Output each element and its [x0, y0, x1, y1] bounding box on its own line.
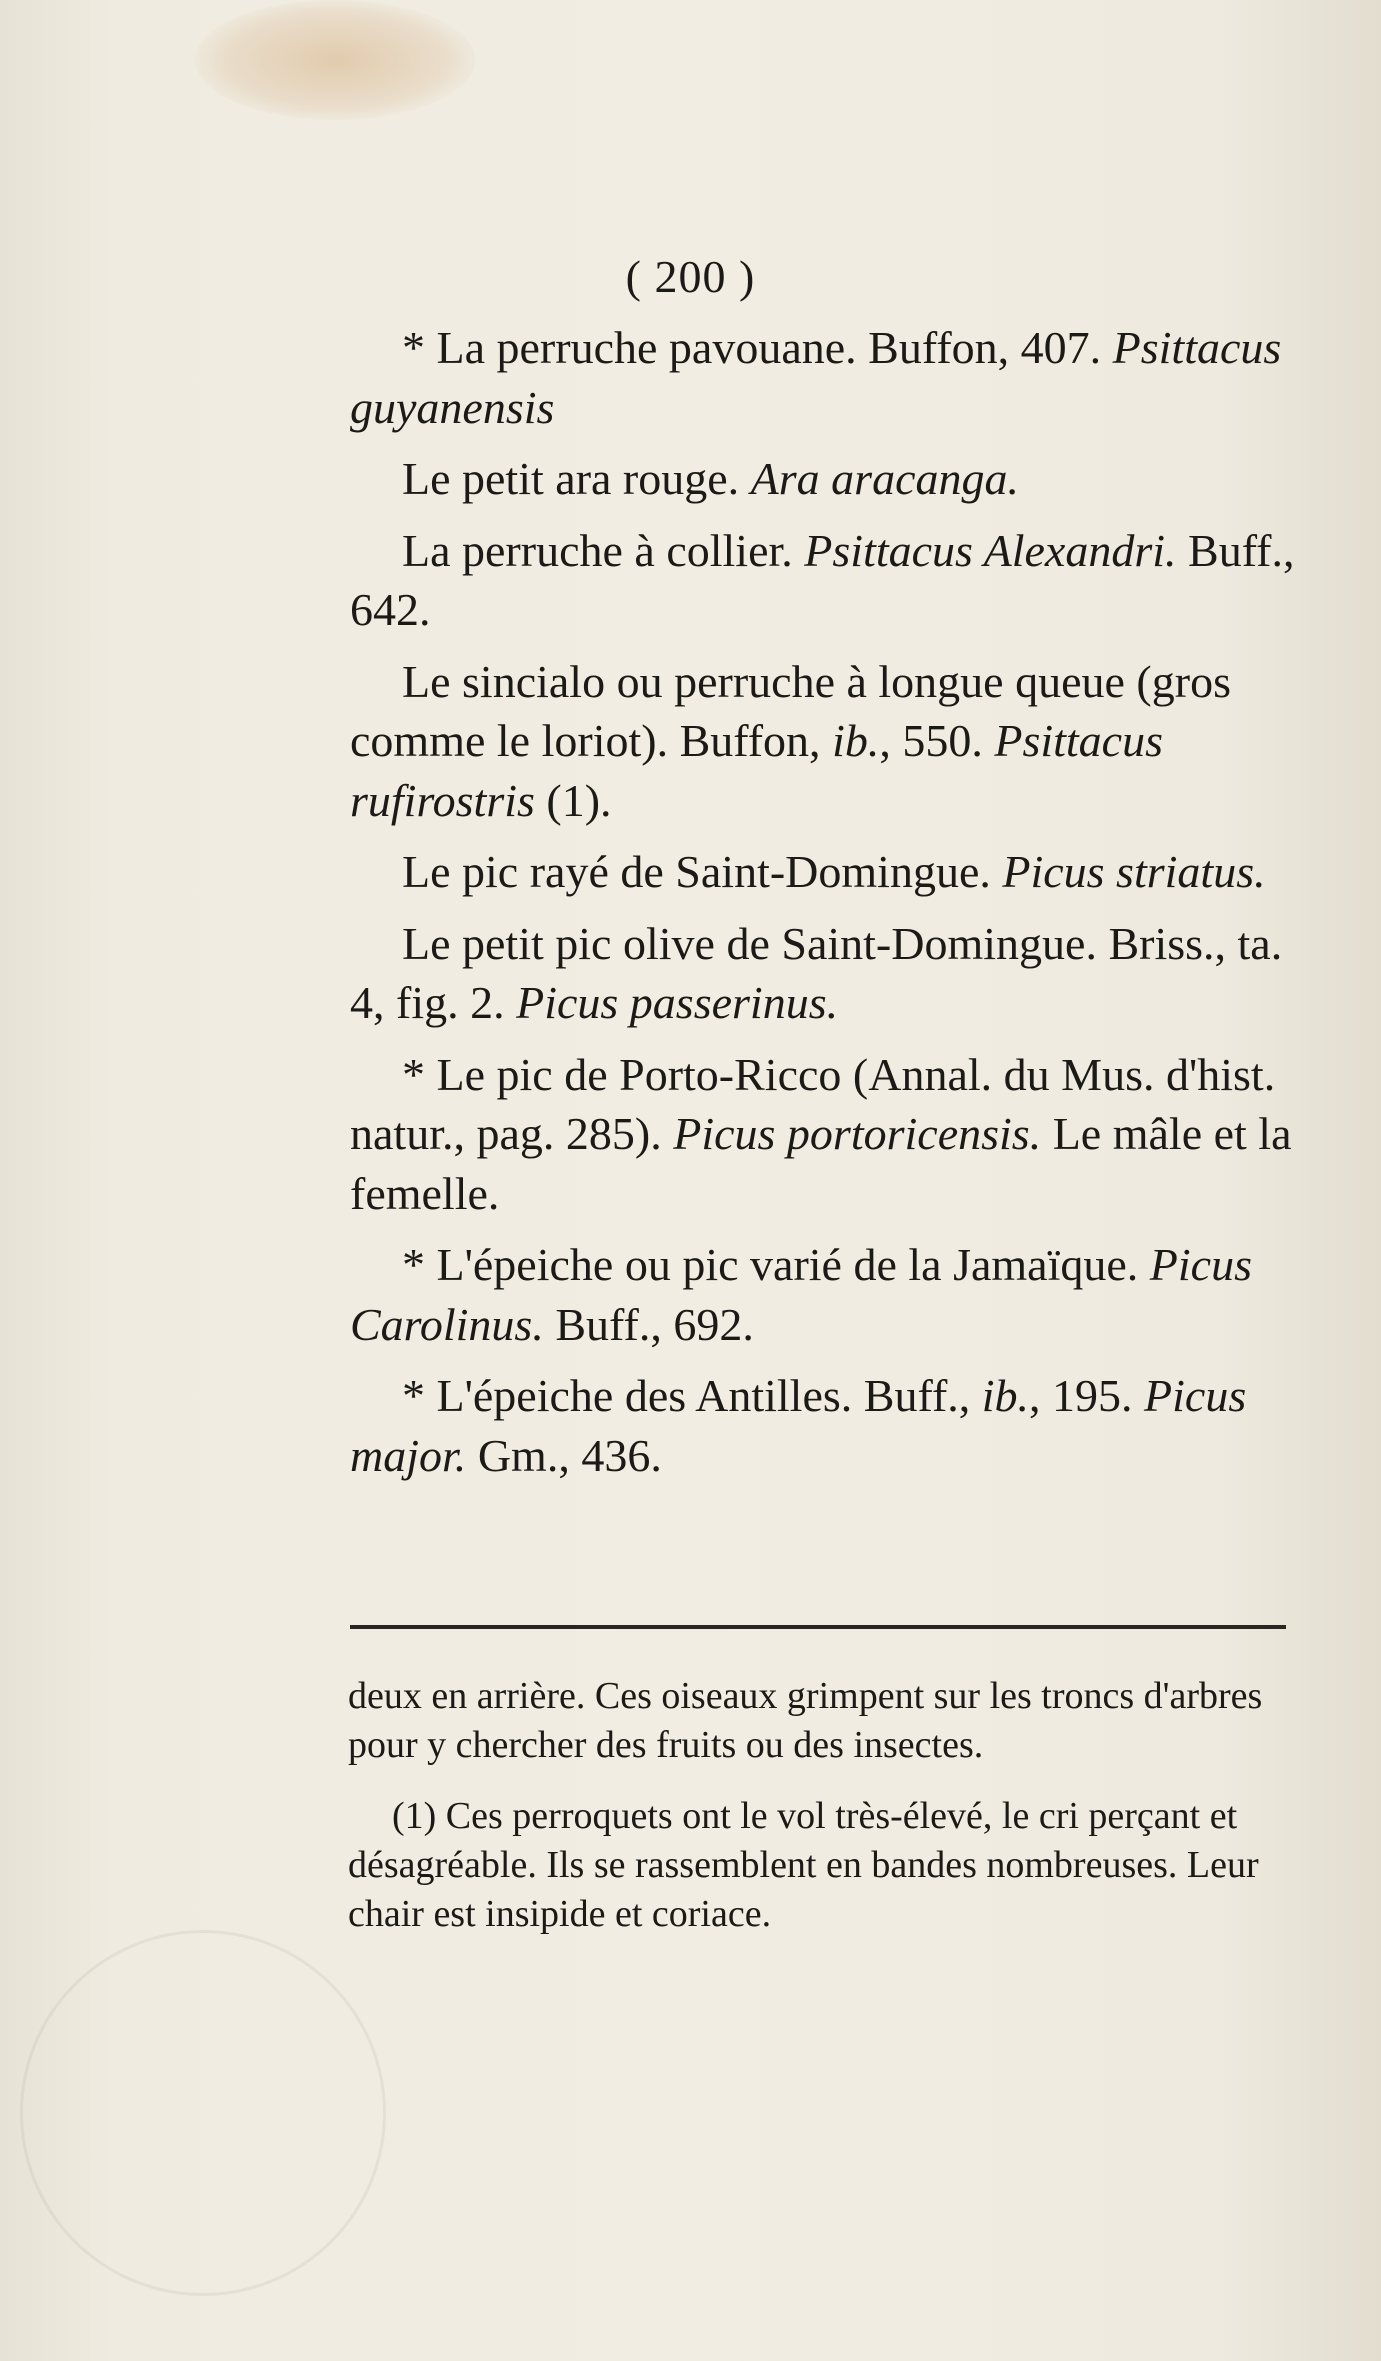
entry-text: Le petit ara rouge.: [402, 453, 751, 504]
entry-text: Buff., 642.: [350, 524, 1295, 635]
entry-text: Le pic rayé de Saint-Domingue.: [402, 846, 1003, 897]
species-entry: [350, 652, 1300, 831]
latin-name: Ara aracanga.: [750, 453, 1019, 504]
entry-asterisk: *: [402, 1048, 437, 1100]
species-list: [350, 318, 1300, 1497]
page-number: ( 200 ): [625, 251, 756, 302]
footnote-paragraph: (1) Ces perroquets ont le vol très-élevé, le cri perçant et désagréable. Ils se rassemblent en bandes nombreuses. Leur chair est insipide et coriace.: [348, 1795, 1259, 1935]
latin-name: Picus striatus.: [1002, 846, 1266, 897]
entry-text: Le petit pic olive de Saint-Domingue. Briss., ta. 4, fig. 2.: [350, 917, 1283, 1028]
entry-text: Buff., 692.: [543, 1298, 754, 1350]
entry-text: , 550.: [879, 715, 995, 766]
species-entry: [350, 1045, 1300, 1224]
species-entry: [350, 842, 1300, 902]
latin-name: Psittacus Alexandri.: [804, 524, 1177, 576]
latin-name: Psittacus rufirostris: [350, 715, 1164, 826]
entry-text: La perruche pavouane. Buffon, 407.: [436, 322, 1113, 373]
footnotes: [348, 1672, 1298, 1961]
species-entry: [350, 521, 1300, 640]
latin-name: Picus portoricensis.: [673, 1108, 1042, 1159]
latin-name: ib.: [832, 715, 880, 766]
entry-text: (1).: [534, 774, 612, 826]
entry-text: , 195.: [1029, 1370, 1145, 1421]
species-entry: [350, 318, 1300, 437]
latin-name: Picus Carolinus.: [350, 1239, 1252, 1350]
entry-asterisk: *: [402, 1370, 437, 1421]
entry-text: La perruche à collier.: [402, 524, 805, 576]
entry-asterisk: *: [402, 1239, 437, 1290]
species-entry: [350, 914, 1300, 1033]
species-entry: [350, 1235, 1300, 1354]
latin-name: Picus major.: [350, 1370, 1247, 1481]
entry-asterisk: *: [402, 322, 437, 373]
paper-stain: [195, 0, 475, 120]
entry-text: Le mâle et la femelle.: [350, 1108, 1292, 1219]
entry-text: Gm., 436.: [466, 1429, 662, 1481]
latin-name: Picus passerinus.: [516, 977, 839, 1028]
entry-text: Le sincialo ou perruche à longue queue (gros comme le loriot). Buffon,: [350, 655, 1231, 766]
entry-text: Le pic de Porto-Ricco (Annal. du Mus. d'hist. natur., pag. 285).: [350, 1048, 1276, 1159]
entry-text: L'épeiche des Antilles. Buff.,: [436, 1370, 982, 1421]
footnote-separator: [350, 1625, 1286, 1629]
species-entry: [350, 1366, 1300, 1485]
species-entry: [350, 449, 1300, 509]
latin-name: ib.: [981, 1370, 1030, 1421]
latin-name: Psittacus guyanensis: [350, 322, 1282, 433]
entry-text: L'épeiche ou pic varié de la Jamaïque.: [436, 1239, 1150, 1290]
faded-stamp: [20, 1930, 386, 2296]
footnote-paragraph: deux en arrière. Ces oiseaux grimpent sur les troncs d'arbres pour y chercher des fruits ou des insectes.: [348, 1675, 1263, 1766]
